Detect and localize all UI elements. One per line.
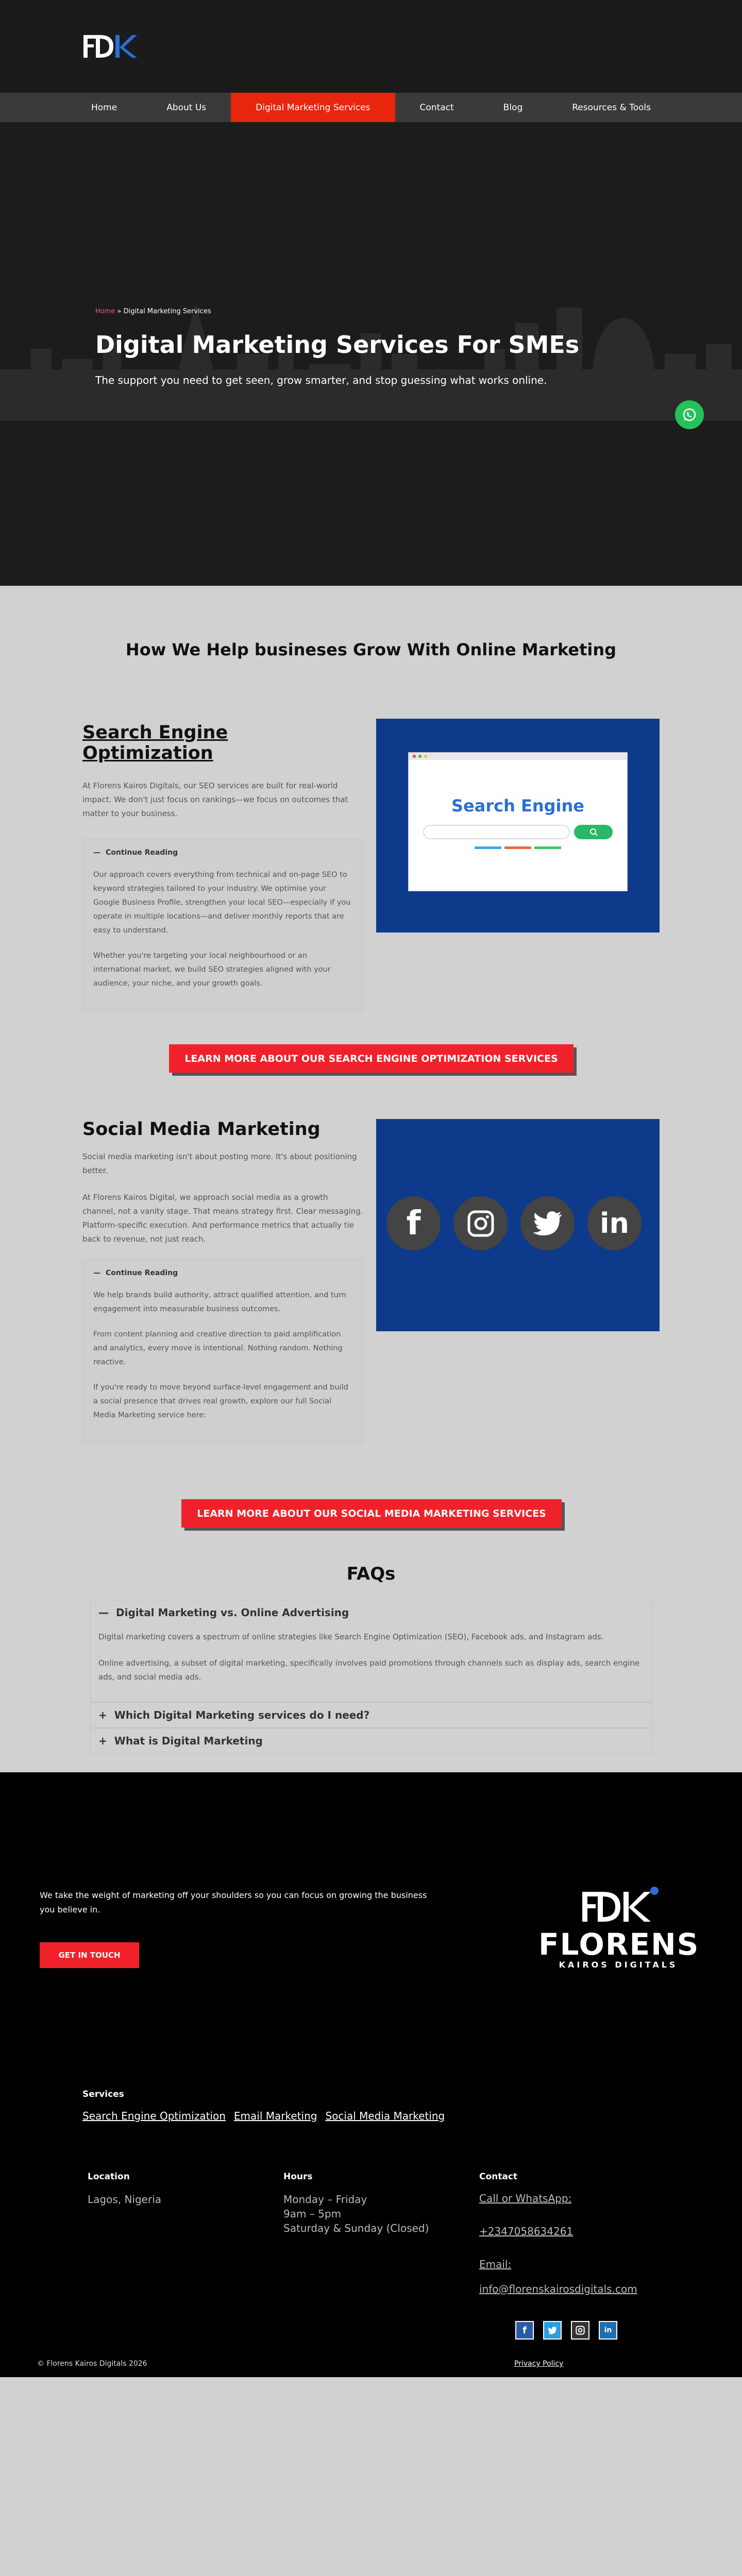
seo-accordion-toggle[interactable] (93, 849, 352, 857)
seo-block (82, 722, 363, 1012)
hero-subtitle: The support you need to get seen, grow smarter, and stop guessing what works online. (95, 374, 547, 386)
smm-intro: At Florens Kairos Digital, we approach social media as a growth channel, not a vanity stage. That means strategy first. Clear messaging. Platform-specific execution. And performance metrics that actually tie back to revenue, not just reach. (82, 1193, 363, 1244)
services-links (82, 2110, 445, 2122)
minus-icon: — (98, 1606, 109, 1619)
seo-paragraph-1: Our approach covers everything from technical and on-page SEO to keyword strategies tailored to your industry. We optimise your Google Business Profile, strengthen your local SEO—especially if you operate in multiple locations—and deliver monthly reports that are easy to understand. (93, 871, 351, 935)
nav-home[interactable]: Home (91, 102, 117, 113)
seo-intro: At Florens Kairos Digitals, our SEO services are built for real-world impact. We don't just focus on rankings—we focus on outcomes that matter to your business. (82, 781, 348, 818)
footer-contact (479, 2172, 637, 2316)
faq-item (90, 1702, 652, 1728)
seo-title[interactable]: Search Engine Optimization (82, 722, 228, 764)
smm-paragraph-1: We help brands build authority, attract qualified attention, and turn engagement into measurable business outcomes. (93, 1291, 346, 1313)
faq-answer-1 (91, 1625, 651, 1702)
smm-accordion (82, 1259, 363, 1444)
page-title: Digital Marketing Services For SMEs (95, 331, 580, 359)
nav-blog[interactable]: Blog (503, 102, 523, 113)
site-logo[interactable] (82, 31, 144, 62)
service-link-smm[interactable]: Social Media Marketing (325, 2110, 445, 2122)
linkedin-icon: in (587, 1196, 642, 1250)
faq-title: FAQs (346, 1564, 396, 1584)
smm-title: Social Media Marketing (82, 1119, 321, 1140)
hours-heading: Hours (283, 2172, 313, 2182)
seo-paragraph-2: Whether you're targeting your local neighbourhood or an international market, we build SEO strategies aligned with your audience, your niche, and your growth goals. (93, 952, 331, 988)
seo-accordion (82, 839, 363, 1012)
footer-logo-sub: KAIROS DIGITALS (559, 1960, 678, 1970)
faq-list (90, 1600, 652, 1754)
email-label[interactable]: Email: (479, 2258, 512, 2270)
faq-question-1[interactable] (91, 1600, 651, 1625)
services-heading: Services (82, 2089, 124, 2099)
smm-paragraph-3: If you're ready to move beyond surface-level engagement and build a social presence that drives real growth, explore our full Social Media Marketing service here: (93, 1383, 348, 1419)
faq-answer-paragraph: Digital marketing covers a spectrum of online strategies like Search Engine Optimization (SEO), Facebook ads, and Instagram ads. (98, 1632, 604, 1641)
hero-section (0, 122, 742, 586)
hours-line-3: Saturday & Sunday (Closed) (283, 2222, 429, 2234)
breadcrumb-home[interactable]: Home (95, 308, 115, 315)
faq-question-2[interactable] (91, 1703, 651, 1727)
breadcrumb (95, 308, 579, 315)
social-links (515, 2321, 617, 2340)
smm-toggle-label: Continue Reading (106, 1269, 178, 1277)
smm-block (82, 1119, 363, 1444)
phone-link[interactable]: +2347058634261 (479, 2225, 574, 2238)
twitter-icon (520, 1196, 575, 1250)
smm-image (376, 1119, 660, 1331)
breadcrumb-current: Digital Marketing Services (123, 308, 211, 315)
faq-question-label: Digital Marketing vs. Online Advertising (116, 1606, 349, 1619)
whatsapp-icon (682, 407, 697, 422)
minus-icon: — (93, 1269, 100, 1277)
faq-item (90, 1600, 652, 1702)
service-link-email[interactable]: Email Marketing (233, 2110, 317, 2122)
smm-accordion-toggle[interactable] (93, 1269, 352, 1277)
magnifier-icon (574, 825, 613, 839)
minus-icon: — (93, 849, 100, 857)
faq-question-label: Which Digital Marketing services do I need? (114, 1709, 370, 1721)
faq-item (90, 1728, 652, 1754)
footer-tagline: We take the weight of marketing off your shoulders so you can focus on growing the business you believe in. (40, 1890, 427, 1914)
breadcrumb-separator: » (117, 308, 122, 315)
service-link-seo[interactable]: Search Engine Optimization (82, 2110, 226, 2122)
hero-content (95, 308, 579, 386)
facebook-icon: f (386, 1196, 441, 1250)
location-heading: Location (88, 2172, 130, 2182)
call-whatsapp-label[interactable]: Call or WhatsApp: (479, 2192, 572, 2205)
twitter-icon[interactable] (543, 2321, 562, 2340)
nav-resources[interactable]: Resources & Tools (572, 102, 651, 113)
instagram-icon (453, 1196, 508, 1250)
nav-contact[interactable]: Contact (419, 102, 454, 113)
whatsapp-button[interactable] (675, 400, 704, 429)
smm-paragraph-2: From content planning and creative direction to paid amplification and analytics, every move is intentional. Nothing random. Nothing reactive. (93, 1330, 343, 1366)
section-title: How We Help busineses Grow With Online Marketing (125, 640, 617, 659)
smm-cta-button[interactable]: LEARN MORE ABOUT OUR SOCIAL MEDIA MARKETING SERVICES (181, 1499, 562, 1528)
footer-logo-brand: FLORENS (538, 1927, 700, 1962)
plus-icon: + (98, 1735, 107, 1747)
faq-question-label: What is Digital Marketing (114, 1735, 263, 1747)
logo-mark-icon (577, 1886, 660, 1927)
main-nav (0, 93, 742, 122)
site-footer (0, 1772, 742, 2377)
privacy-policy-link[interactable]: Privacy Policy (514, 2360, 564, 2368)
seo-cta-button[interactable]: LEARN MORE ABOUT OUR SEARCH ENGINE OPTIMIZATION SERVICES (169, 1044, 574, 1073)
footer-location (88, 2172, 161, 2207)
seo-toggle-label: Continue Reading (106, 849, 178, 857)
linkedin-icon[interactable]: in (599, 2321, 617, 2340)
instagram-icon[interactable] (571, 2321, 589, 2340)
hours-line-2: 9am – 5pm (283, 2208, 342, 2220)
contact-heading: Contact (479, 2172, 518, 2182)
get-in-touch-button[interactable]: GET IN TOUCH (40, 1942, 139, 1968)
smm-paragraph-0: Social media marketing isn't about posting more. It's about positioning better. (82, 1152, 357, 1175)
hours-line-1: Monday – Friday (283, 2193, 367, 2206)
faq-question-3[interactable] (91, 1728, 651, 1753)
faq-answer-paragraph: Online advertising, a subset of digital marketing, specifically involves paid promotions through channels such as display ads, search engine ads, and social media ads. (98, 1658, 640, 1682)
search-engine-logo: Search Engine (451, 796, 584, 816)
facebook-icon[interactable]: f (515, 2321, 534, 2340)
email-link[interactable]: info@florenskairosdigitals.com (479, 2283, 637, 2295)
nav-digital-marketing[interactable]: Digital Marketing Services (231, 93, 395, 122)
location-text: Lagos, Nigeria (88, 2193, 162, 2206)
seo-image (376, 719, 660, 933)
browser-mockup (408, 752, 628, 891)
plus-icon: + (98, 1709, 107, 1721)
services-area (0, 586, 742, 1771)
nav-about[interactable]: About Us (166, 102, 207, 113)
footer-logo[interactable] (538, 1886, 698, 1970)
footer-hours (283, 2172, 429, 2235)
site-header (0, 0, 742, 93)
copyright: © Florens Kairos Digitals 2026 (37, 2360, 147, 2368)
